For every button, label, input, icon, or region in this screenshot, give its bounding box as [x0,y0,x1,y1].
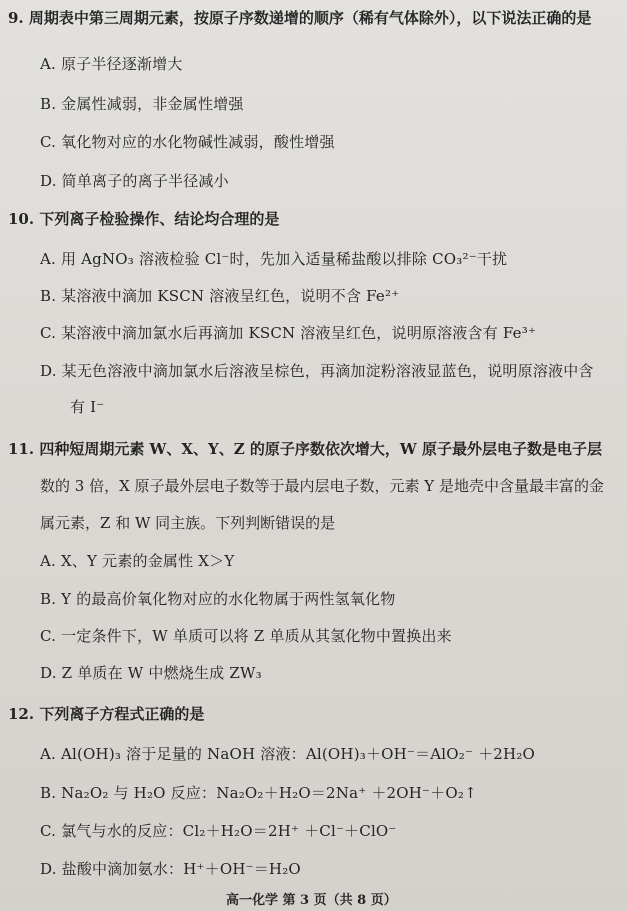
question-11-stem-line1: 11. 四种短周期元素 W、X、Y、Z 的原子序数依次增大，W 原子最外层电子数是电子层 [8,440,602,458]
question-10-option-c: C. 某溶液中滴加氯水后再滴加 KSCN 溶液呈红色，说明原溶液含有 Fe³⁺ [40,324,537,342]
question-10-option-d-line1: D. 某无色溶液中滴加氯水后溶液呈棕色，再滴加淀粉溶液显蓝色，说明原溶液中含 [40,362,594,380]
question-12-option-b: B. Na₂O₂ 与 H₂O 反应：Na₂O₂＋H₂O＝2Na⁺ ＋2OH⁻＋O₂↑ [40,784,477,802]
question-11-option-d: D. Z 单质在 W 中燃烧生成 ZW₃ [40,664,262,682]
page-footer: 高一化学 第 3 页（共 8 页） [226,893,397,908]
question-9-option-d: D. 简单离子的离子半径减小 [40,172,229,190]
question-9-option-a: A. 原子半径逐渐增大 [40,55,183,73]
question-12-option-c: C. 氯气与水的反应：Cl₂＋H₂O＝2H⁺ ＋Cl⁻＋ClO⁻ [40,822,397,840]
question-11-stem-line3: 属元素，Z 和 W 同主族。下列判断错误的是 [40,514,336,532]
question-9-option-c: C. 氧化物对应的水化物碱性减弱，酸性增强 [40,133,335,151]
question-11-option-b: B. Y 的最高价氧化物对应的水化物属于两性氢氧化物 [40,590,396,608]
question-9-option-b: B. 金属性减弱，非金属性增强 [40,95,244,113]
question-10-option-d-line2: 有 I⁻ [70,398,105,416]
question-12-option-d: D. 盐酸中滴加氨水：H⁺＋OH⁻＝H₂O [40,860,301,878]
question-12-option-a: A. Al(OH)₃ 溶于足量的 NaOH 溶液：Al(OH)₃＋OH⁻＝AlO₂⁻ ＋2H₂O [40,745,536,763]
question-10-option-a: A. 用 AgNO₃ 溶液检验 Cl⁻时，先加入适量稀盐酸以排除 CO₃²⁻干扰 [40,250,508,268]
question-9-stem: 9. 周期表中第三周期元素，按原子序数递增的顺序（稀有气体除外），以下说法正确的是 [8,9,592,27]
question-10-stem: 10. 下列离子检验操作、结论均合理的是 [8,210,280,228]
question-10-option-b: B. 某溶液中滴加 KSCN 溶液呈红色，说明不含 Fe²⁺ [40,287,400,305]
question-11-option-a: A. X、Y 元素的金属性 X＞Y [40,552,235,570]
question-12-stem: 12. 下列离子方程式正确的是 [8,705,205,723]
question-11-option-c: C. 一定条件下，W 单质可以将 Z 单质从其氢化物中置换出来 [40,627,452,645]
question-11-stem-line2: 数的 3 倍，X 原子最外层电子数等于最内层电子数，元素 Y 是地壳中含量最丰富的金 [40,477,604,495]
